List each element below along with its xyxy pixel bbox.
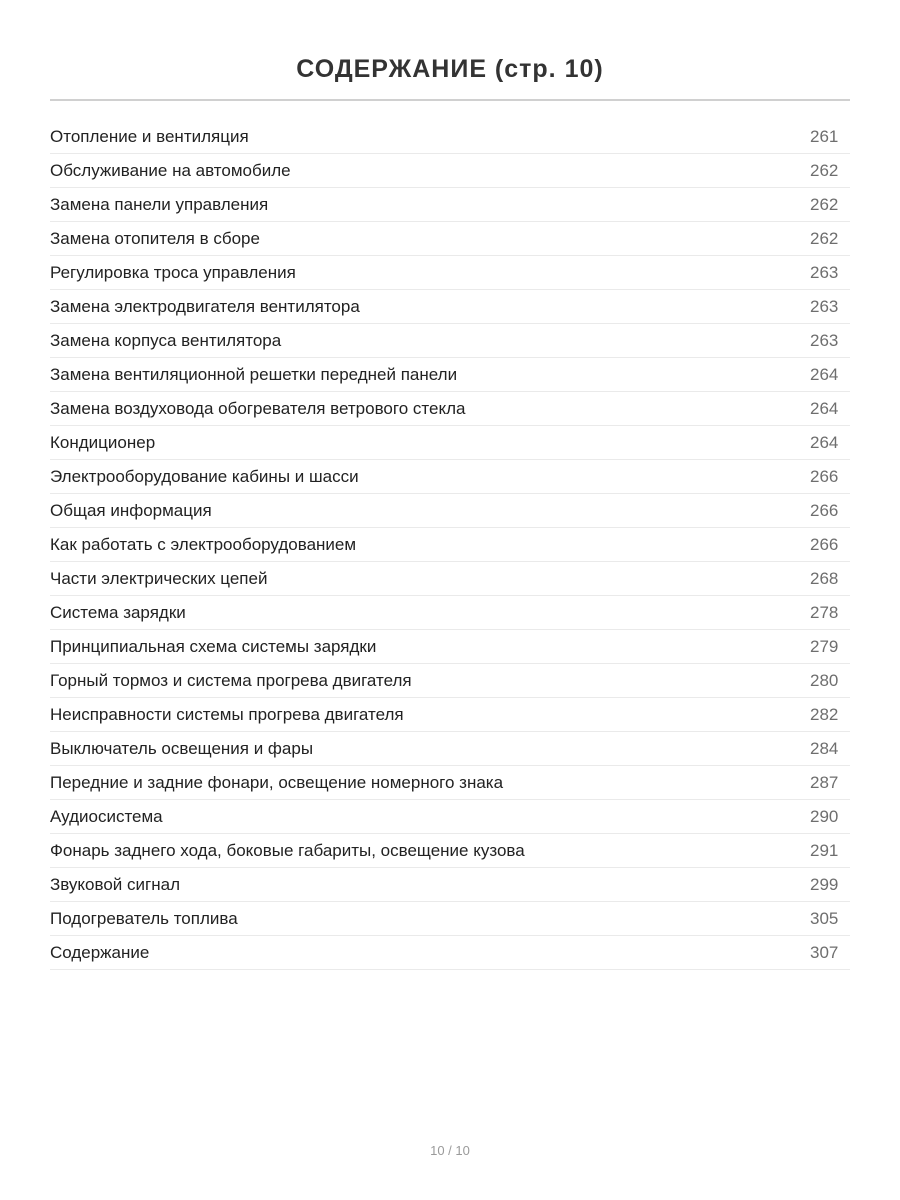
toc-entry[interactable] [50, 596, 850, 630]
toc-entry-title: Аудиосистема [50, 806, 163, 826]
toc-entry-page: 290 [810, 806, 839, 826]
toc-entry-page: 264 [810, 432, 839, 452]
toc-entry-title: Как работать с электрооборудованием [50, 534, 357, 554]
toc-entry-title: Регулировка троса управления [50, 262, 296, 282]
toc-entry[interactable] [50, 154, 850, 188]
toc-entry-title: Система зарядки [50, 602, 186, 622]
toc-entry[interactable] [50, 732, 850, 766]
toc-entry-page: 266 [810, 500, 839, 520]
page-title: СОДЕРЖАНИЕ (стр. 10) [296, 54, 604, 83]
toc-entry-page: 264 [810, 398, 839, 418]
toc-entry[interactable] [50, 460, 850, 494]
toc-entry-page: 305 [810, 908, 839, 928]
toc-entry-title: Общая информация [50, 500, 212, 520]
toc-entry[interactable] [50, 630, 850, 664]
toc-entry[interactable] [50, 188, 850, 222]
toc-entry-page: 268 [810, 568, 839, 588]
toc-entry-title: Замена воздуховода обогревателя ветрового стекла [50, 398, 466, 418]
toc-entry-page: 262 [810, 228, 839, 248]
toc-entry-page: 262 [810, 160, 839, 180]
toc-entry-page: 291 [810, 840, 839, 860]
toc-entry-title: Подогреватель топлива [50, 908, 238, 928]
toc-entry-page: 284 [810, 738, 839, 758]
toc-entry-page: 266 [810, 534, 839, 554]
toc-entry[interactable] [50, 936, 850, 970]
toc-entry-page: 263 [810, 330, 839, 350]
toc-entry[interactable] [50, 528, 850, 562]
toc-entry-page: 279 [810, 636, 839, 656]
toc-entry[interactable] [50, 256, 850, 290]
toc-entry-page: 264 [810, 364, 839, 384]
toc-entry-title: Передние и задние фонари, освещение номерного знака [50, 772, 504, 792]
toc-entry-title: Замена отопителя в сборе [50, 228, 260, 248]
toc-entry[interactable] [50, 902, 850, 936]
toc-entry[interactable] [50, 392, 850, 426]
toc-entry-title: Неисправности системы прогрева двигателя [50, 704, 404, 724]
toc-entry-title: Выключатель освещения и фары [50, 738, 314, 758]
toc-entry-title: Принципиальная схема системы зарядки [50, 636, 377, 656]
toc-entry[interactable] [50, 120, 850, 154]
toc-entry[interactable] [50, 358, 850, 392]
toc-entry-page: 299 [810, 874, 839, 894]
toc-entry-title: Замена вентиляционной решетки передней панели [50, 364, 458, 384]
toc-entry[interactable] [50, 868, 850, 902]
toc-entry[interactable] [50, 222, 850, 256]
toc-entry[interactable] [50, 494, 850, 528]
toc-entry-title: Замена корпуса вентилятора [50, 330, 282, 350]
page-indicator: 10 / 10 [430, 1143, 470, 1158]
toc-entry[interactable] [50, 562, 850, 596]
toc-entry-title: Части электрических цепей [50, 568, 268, 588]
toc-list [50, 120, 850, 970]
toc-entry[interactable] [50, 324, 850, 358]
toc-entry-page: 278 [810, 602, 839, 622]
toc-entry-page: 280 [810, 670, 839, 690]
toc-entry-title: Звуковой сигнал [50, 874, 180, 894]
toc-entry-page: 282 [810, 704, 839, 724]
toc-entry[interactable] [50, 290, 850, 324]
toc-entry[interactable] [50, 834, 850, 868]
toc-entry-title: Обслуживание на автомобиле [50, 160, 291, 180]
toc-entry-title: Замена электродвигателя вентилятора [50, 296, 360, 316]
toc-entry-page: 307 [810, 942, 839, 962]
toc-entry-title: Отопление и вентиляция [50, 126, 249, 146]
toc-entry-page: 266 [810, 466, 839, 486]
toc-entry-title: Электрооборудование кабины и шасси [50, 466, 359, 486]
toc-entry-page: 263 [810, 262, 839, 282]
toc-entry-page: 262 [810, 194, 839, 214]
toc-entry-title: Содержание [50, 942, 150, 962]
toc-entry[interactable] [50, 664, 850, 698]
title-divider [50, 99, 850, 101]
toc-entry[interactable] [50, 426, 850, 460]
toc-entry[interactable] [50, 698, 850, 732]
toc-entry-page: 261 [810, 126, 839, 146]
toc-entry[interactable] [50, 800, 850, 834]
toc-entry-title: Кондиционер [50, 432, 156, 452]
toc-entry-page: 287 [810, 772, 839, 792]
toc-entry[interactable] [50, 766, 850, 800]
toc-entry-page: 263 [810, 296, 839, 316]
toc-entry-title: Замена панели управления [50, 194, 269, 214]
toc-entry-title: Фонарь заднего хода, боковые габариты, освещение кузова [50, 840, 525, 860]
toc-entry-title: Горный тормоз и система прогрева двигателя [50, 670, 412, 690]
